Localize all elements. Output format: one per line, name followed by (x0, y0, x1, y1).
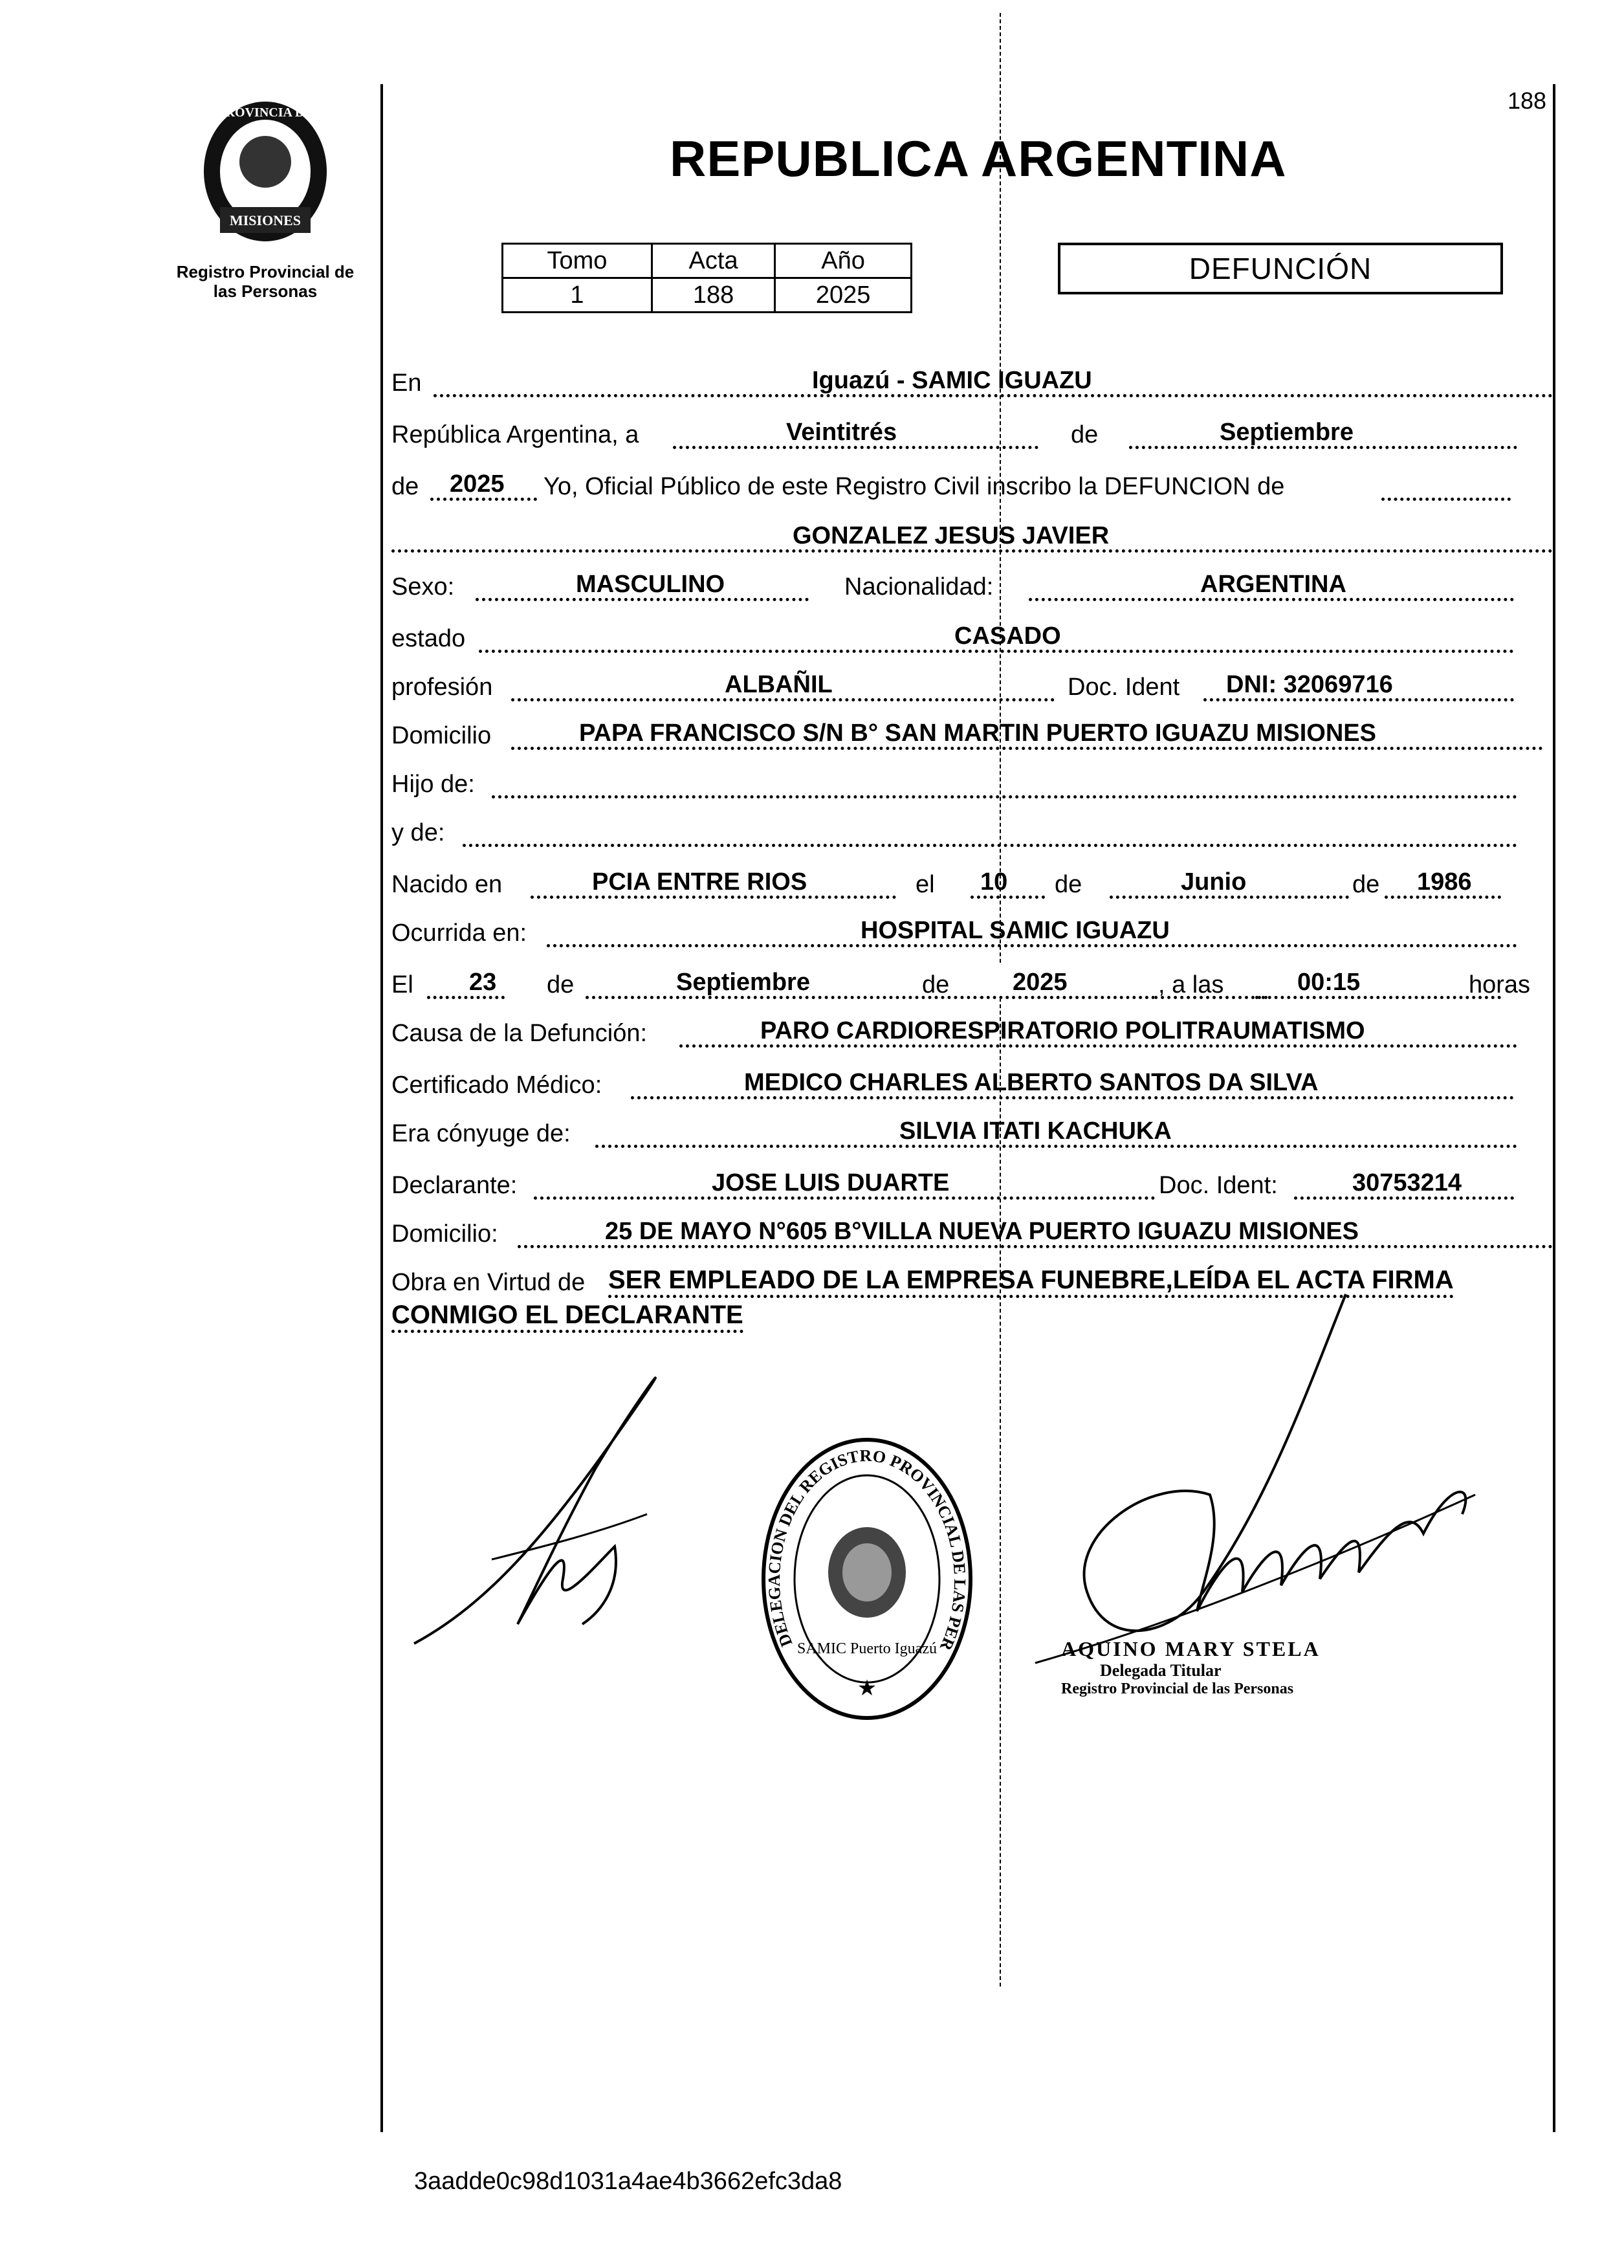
declarante-domicilio-label: Domicilio: (391, 1220, 498, 1248)
de-label-5: de (547, 971, 575, 998)
declarante-label: Declarante: (391, 1172, 518, 1199)
el-label: el (916, 871, 935, 898)
nacionalidad-value: ARGENTINA (1200, 571, 1346, 598)
row-hora (391, 964, 1553, 1003)
year-value: 2025 (450, 470, 505, 498)
hijo-de-label: Hijo de: (391, 771, 475, 798)
profesion-label: profesión (391, 674, 493, 701)
record-type-box: DEFUNCIÓN (1058, 243, 1503, 294)
tomo-header: Tomo (503, 244, 652, 278)
registry-name: Registro Provincial de las Personas (176, 262, 355, 301)
row-declarante (391, 1165, 1553, 1204)
estado-value: CASADO (954, 622, 1061, 650)
a-las-label: , a las (1158, 971, 1224, 998)
coat-of-arms-icon (194, 97, 336, 246)
profesion-value: ALBAÑIL (725, 671, 833, 698)
death-day-value: 23 (469, 969, 497, 996)
row-profesion (391, 666, 1553, 705)
record-number-table (501, 243, 912, 313)
page-number: 188 (1508, 87, 1547, 114)
row-causa (391, 1013, 1553, 1051)
official-name: AQUINO MARY STELA (1061, 1637, 1321, 1660)
svg-text:★: ★ (857, 1676, 877, 1701)
month-value: Septiembre (1220, 419, 1354, 446)
nacido-value: PCIA ENTRE RIOS (592, 868, 807, 896)
hora-value: 00:15 (1297, 969, 1361, 996)
row-declarante-domicilio (391, 1213, 1553, 1252)
de-label-4: de (1352, 871, 1380, 898)
row-certificado (391, 1064, 1553, 1103)
en-label: En (391, 369, 422, 397)
declarante-value: JOSE LUIS DUARTE (712, 1169, 950, 1196)
row-hijo-de (391, 764, 1553, 802)
anio-header: Año (775, 244, 912, 278)
certificado-value: MEDICO CHARLES ALBERTO SANTOS DA SILVA (744, 1069, 1319, 1096)
official-seal (757, 1430, 977, 1728)
svg-text:PROVINCIA DE: PROVINCIA DE (217, 105, 313, 120)
birth-year-value: 1986 (1417, 868, 1472, 896)
obra-label: Obra en Virtud de (391, 1269, 586, 1296)
estado-label: estado (391, 625, 466, 652)
declarante-doc-value: 30753214 (1352, 1169, 1462, 1196)
row-fecha (391, 414, 1553, 453)
handwritten-signature-icon (401, 1352, 725, 1663)
svg-text:MISIONES: MISIONES (229, 212, 302, 228)
document-hash: 3aadde0c98d1031a4ae4b3662efc3da8 (414, 2168, 842, 2195)
page-title: REPUBLICA ARGENTINA (670, 130, 1287, 187)
row-lugar (391, 362, 1553, 401)
row-conyuge (391, 1113, 1553, 1152)
row-ocurrida (391, 912, 1553, 951)
inscribo-text: Yo, Oficial Público de este Registro Civil inscribo la DEFUNCION de (543, 473, 1285, 500)
seal-icon (757, 1430, 977, 1728)
causa-value: PARO CARDIORESPIRATORIO POLITRAUMATISMO (760, 1017, 1365, 1044)
ocurrida-value: HOSPITAL SAMIC IGUAZU (861, 917, 1170, 944)
sexo-value: MASCULINO (576, 571, 725, 598)
conyuge-value: SILVIA ITATI KACHUKA (899, 1117, 1172, 1145)
official-block (1061, 1637, 1423, 1698)
nacionalidad-label: Nacionalidad: (844, 573, 994, 600)
ocurrida-label: Ocurrida en: (391, 919, 527, 947)
birth-month-value: Junio (1181, 868, 1247, 896)
official-role: Delegada Titular (1100, 1661, 1222, 1680)
inscribo-tail-field (1381, 467, 1511, 501)
rep-label: República Argentina, a (391, 421, 639, 448)
row-y-de (391, 812, 1553, 851)
el-label-2: El (391, 971, 413, 998)
anio-value: 2025 (775, 278, 912, 313)
birth-day-value: 10 (980, 868, 1008, 896)
day-words-value: Veintitrés (786, 419, 897, 446)
hora-field (1255, 965, 1501, 999)
deceased-name: GONZALEZ JESUS JAVIER (793, 522, 1110, 549)
de-label: de (1071, 421, 1099, 448)
acta-value: 188 (652, 278, 774, 313)
doc-value: DNI: 32069716 (1226, 671, 1393, 698)
causa-label: Causa de la Defunción: (391, 1020, 648, 1047)
official-signature (1009, 1288, 1501, 1676)
domicilio-value: PAPA FRANCISCO S/N B° SAN MARTIN PUERTO IGUAZU MISIONES (579, 720, 1376, 747)
y-de-label: y de: (391, 819, 445, 846)
sexo-label: Sexo: (391, 573, 455, 600)
handwritten-signature-icon (1009, 1288, 1501, 1676)
tomo-value: 1 (503, 278, 652, 313)
official-office: Registro Provincial de las Personas (1061, 1680, 1294, 1697)
hijo-de-field (492, 764, 1517, 798)
conyuge-label: Era cónyuge de: (391, 1120, 571, 1147)
declarant-signature (401, 1352, 725, 1663)
obra-line-1: SER EMPLEADO DE LA EMPRESA FUNEBRE,LEÍDA EL ACTA FIRMA (608, 1266, 1454, 1298)
domicilio-label: Domicilio (391, 722, 492, 749)
obra-line-2: CONMIGO EL DECLARANTE (391, 1301, 743, 1333)
left-margin-line (380, 84, 383, 2132)
svg-text:DELEGACION DEL REGISTRO PROVIN: DELEGACION DEL REGISTRO PROVINCIAL DE LAS PER (764, 1446, 970, 1654)
row-domicilio (391, 715, 1553, 754)
acta-header: Acta (652, 244, 774, 278)
en-value: Iguazú - SAMIC IGUAZU (812, 367, 1092, 394)
svg-text:SAMIC Puerto Iguazú: SAMIC Puerto Iguazú (797, 1640, 937, 1657)
row-inscribo (391, 466, 1553, 505)
nacido-label: Nacido en (391, 871, 503, 898)
de-label-6: de (922, 971, 950, 998)
declarante-domicilio-value: 25 DE MAYO N°605 B°VILLA NUEVA PUERTO IGUAZU MISIONES (605, 1218, 1359, 1245)
declarante-doc-label: Doc. Ident: (1155, 1172, 1278, 1200)
row-sexo (391, 566, 1553, 605)
y-de-field (463, 813, 1517, 847)
death-year-value: 2025 (1013, 969, 1068, 996)
row-nombre (391, 518, 1553, 556)
province-logo (194, 97, 336, 246)
right-margin-line (1553, 84, 1555, 2132)
death-month-value: Septiembre (676, 969, 810, 996)
de-label-3: de (1055, 871, 1082, 898)
death-year-field (980, 965, 1155, 999)
row-nacido (391, 864, 1553, 903)
doc-label: Doc. Ident (1068, 674, 1180, 701)
horas-label: horas (1469, 971, 1531, 998)
certificado-label: Certificado Médico: (391, 1072, 602, 1099)
de-label-2: de (391, 473, 419, 500)
row-estado (391, 618, 1553, 657)
